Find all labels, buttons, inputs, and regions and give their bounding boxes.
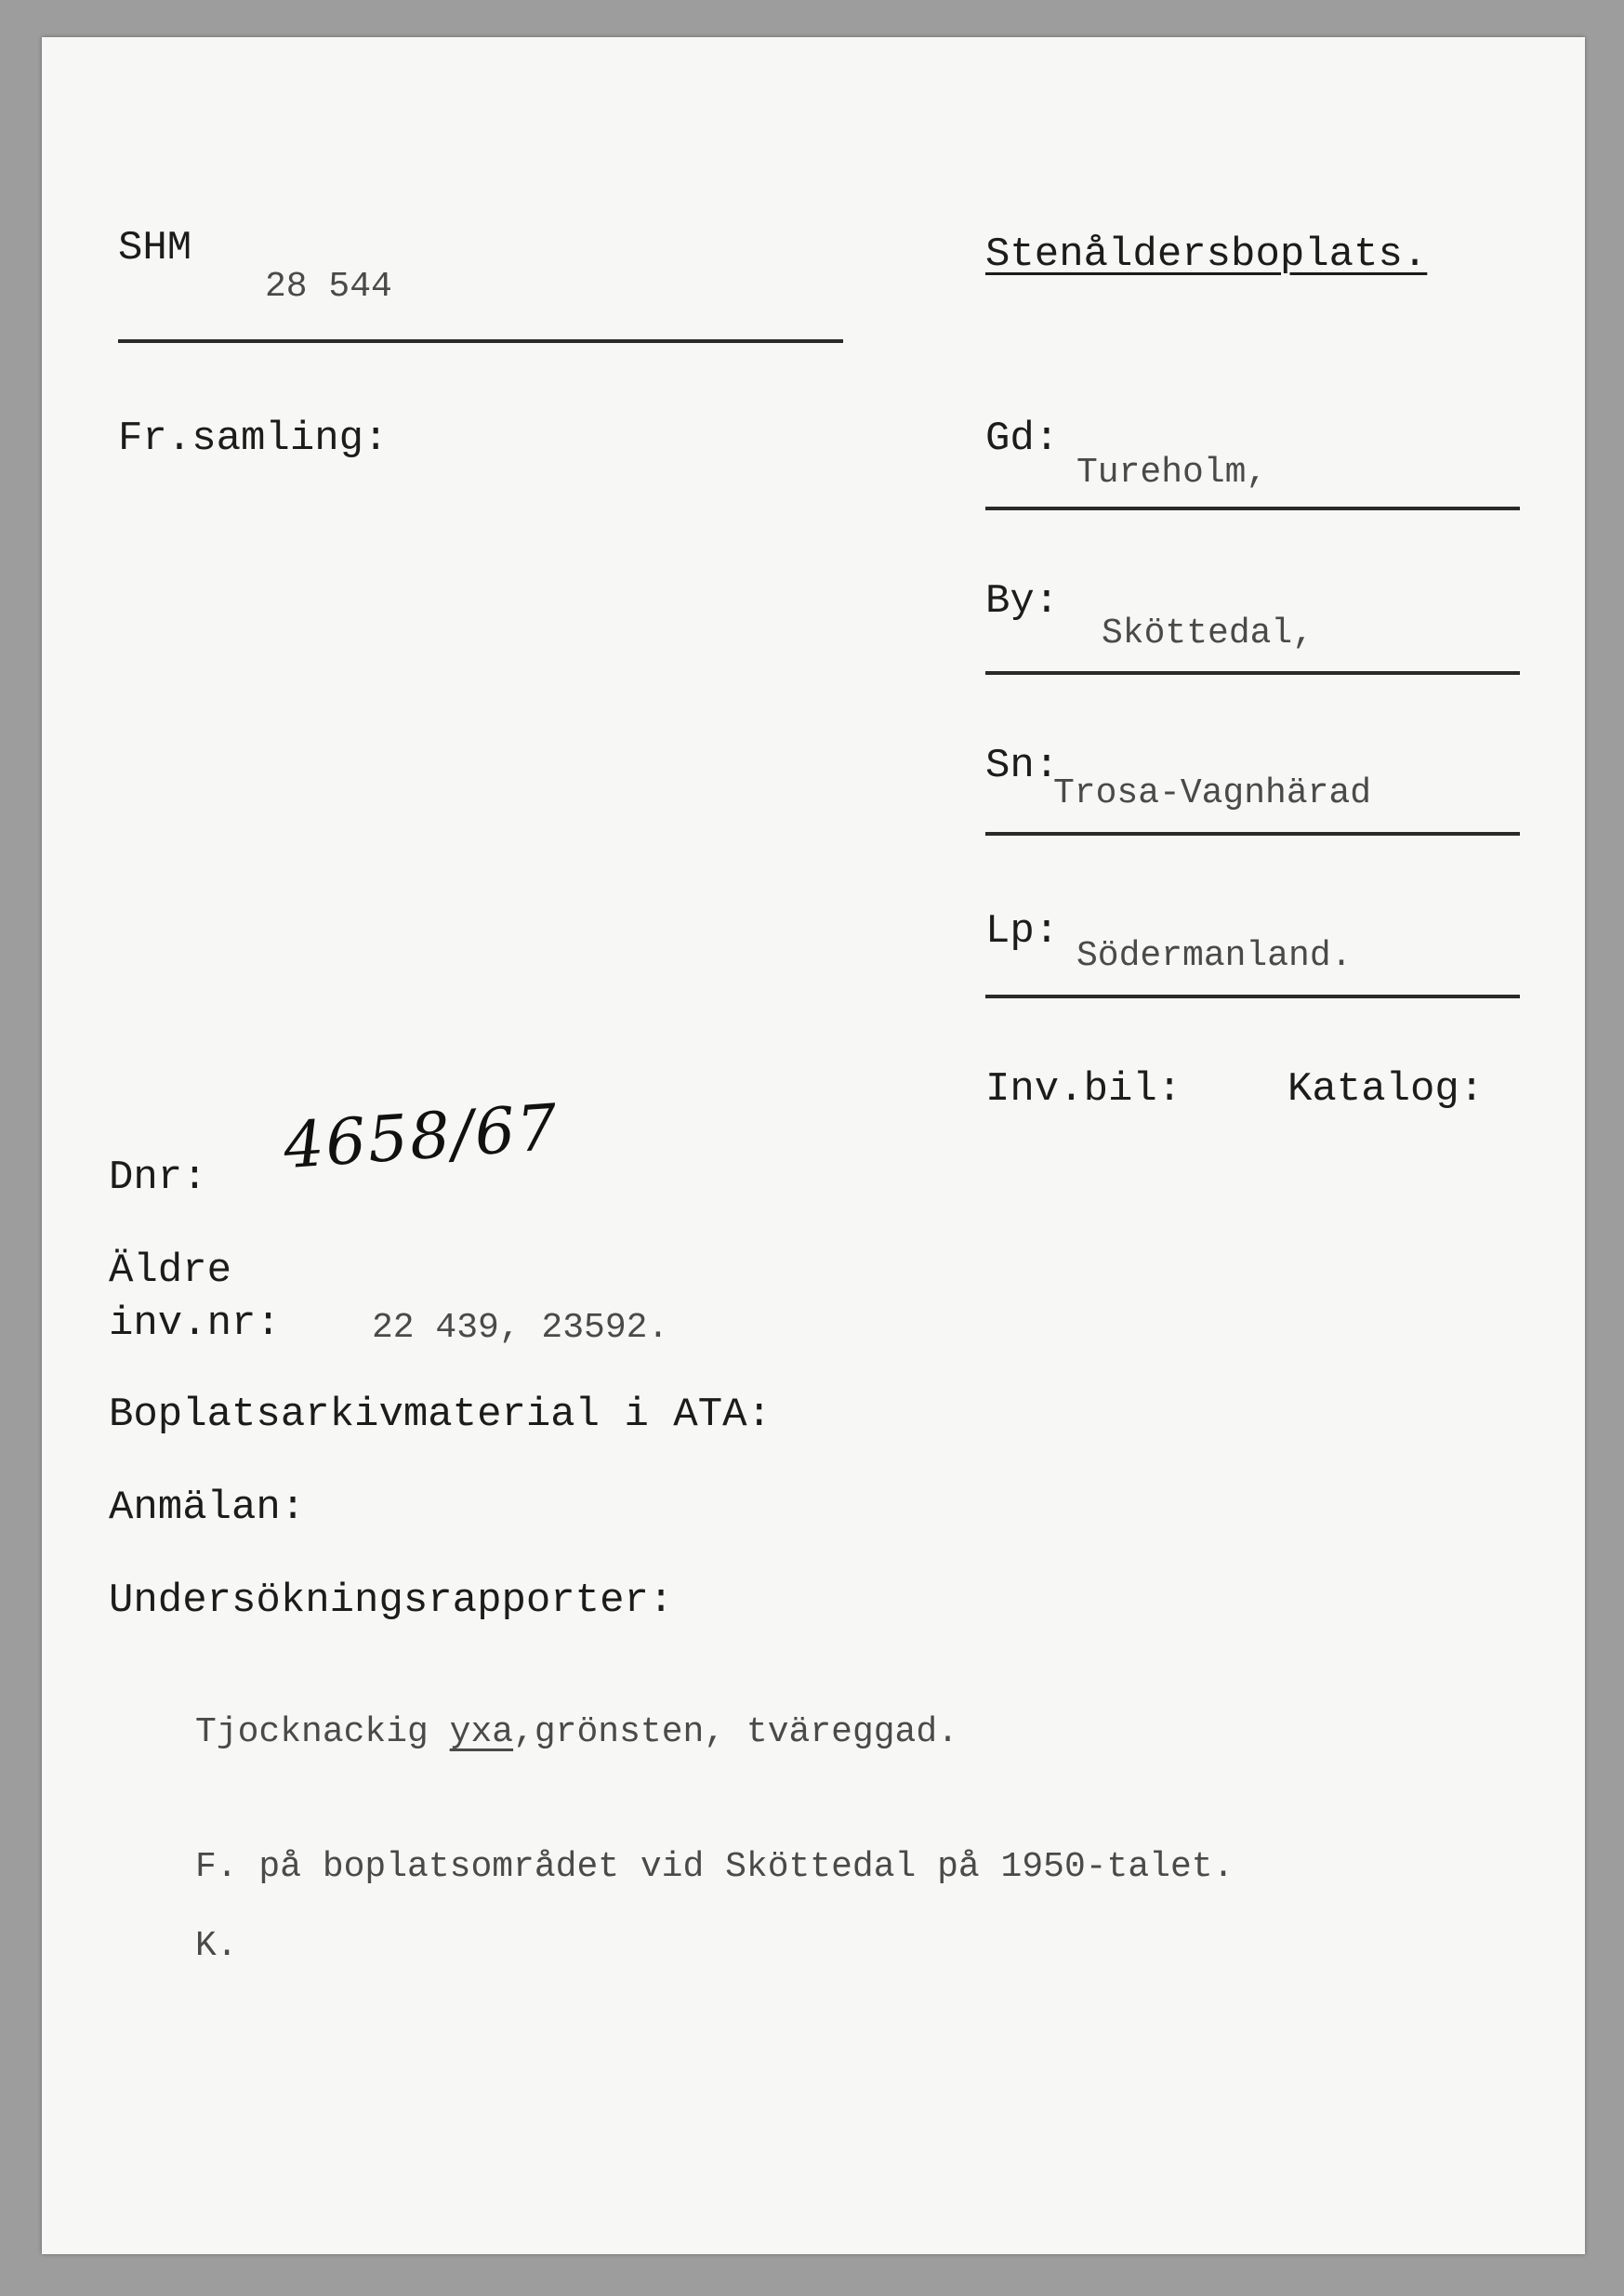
dnr-handwritten-value: 4658/67 — [281, 1090, 561, 1184]
by-value: Sköttedal, — [1102, 614, 1314, 653]
gd-value: Tureholm, — [1076, 453, 1268, 493]
by-rule — [985, 671, 1520, 675]
sn-value: Trosa-Vagnhärad — [1053, 773, 1372, 813]
aldre-label: Äldre — [109, 1247, 232, 1294]
undersokning-label: Undersökningsrapporter: — [109, 1577, 674, 1624]
inventory-number: 28 544 — [265, 267, 392, 307]
lp-label: Lp: — [985, 908, 1060, 955]
katalog-label: Katalog: — [1287, 1066, 1485, 1113]
by-label: By: — [985, 578, 1060, 625]
dnr-label: Dnr: — [109, 1155, 207, 1201]
sn-rule — [985, 832, 1520, 836]
gd-label: Gd: — [985, 416, 1060, 462]
inv-nr-label: inv.nr: — [109, 1300, 281, 1347]
lp-value: Södermanland. — [1076, 936, 1353, 976]
lp-rule — [985, 995, 1520, 998]
inv-nr-value: 22 439, 23592. — [372, 1308, 669, 1348]
anmalan-label: Anmälan: — [109, 1484, 306, 1531]
inv-bil-label: Inv.bil: — [985, 1066, 1182, 1113]
description-line-1-underlined: yxa — [449, 1712, 514, 1752]
museum-code: SHM — [118, 225, 192, 271]
sn-label: Sn: — [985, 743, 1060, 789]
description-line-3: K. — [195, 1926, 238, 1966]
gd-rule — [985, 507, 1520, 510]
description-line-1 — [195, 1712, 958, 1752]
boplats-label: Boplatsarkivmaterial i ATA: — [109, 1392, 772, 1438]
catalog-card — [42, 37, 1585, 2254]
site-category-text: Stenåldersboplats. — [985, 231, 1428, 278]
fr-samling-label: Fr.samling: — [118, 416, 389, 462]
description-line-1-end: ,grönsten, tväreggad. — [513, 1712, 958, 1752]
header-rule-left — [118, 339, 843, 343]
site-category — [985, 231, 1428, 278]
description-line-2: F. på boplatsområdet vid Sköttedal på 1950-talet. — [195, 1847, 1235, 1887]
description-line-1-start: Tjocknackig — [195, 1712, 450, 1752]
